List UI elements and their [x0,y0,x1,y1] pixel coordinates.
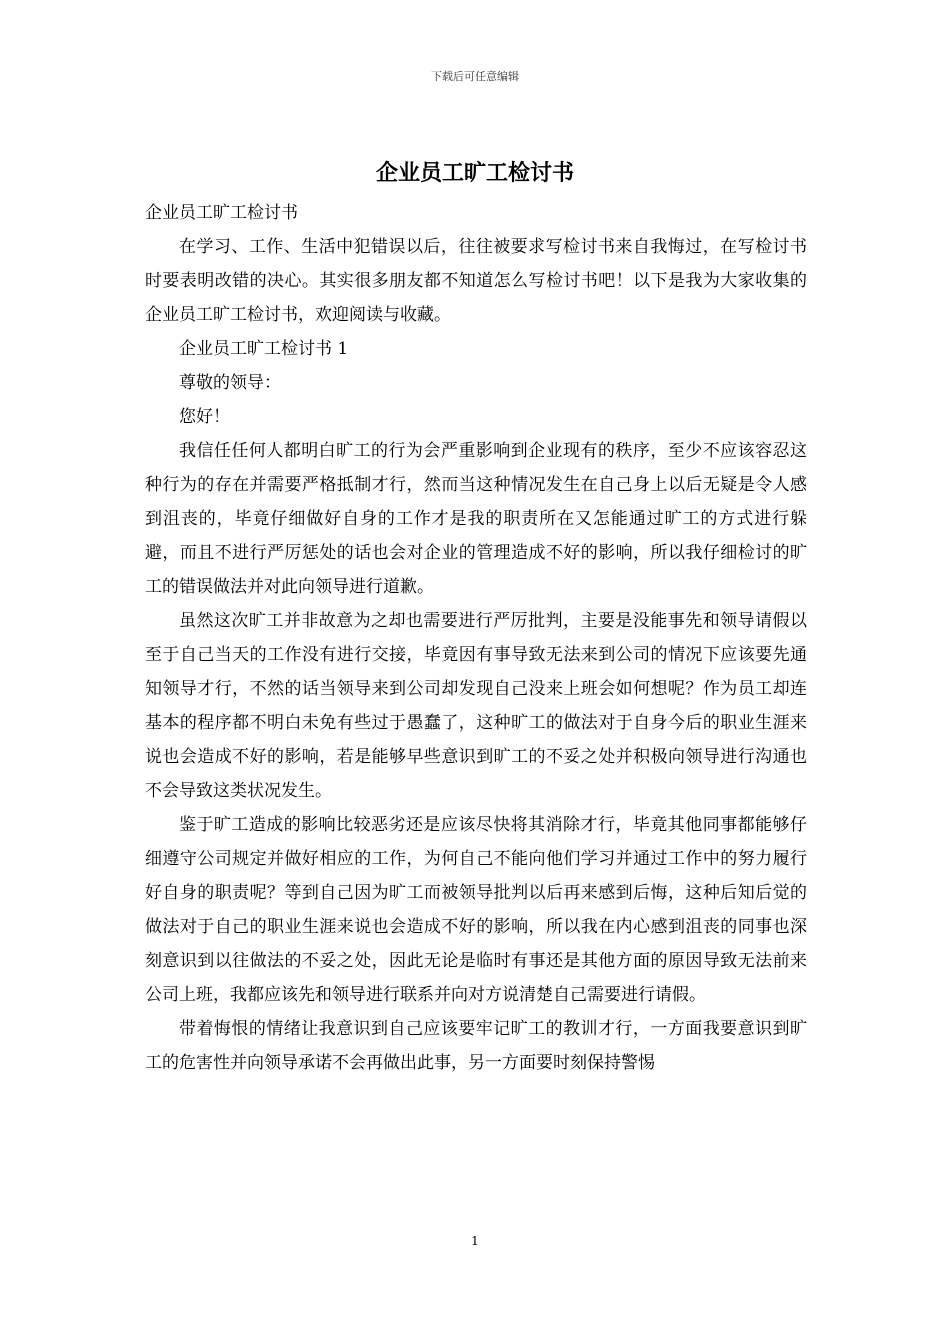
document-title: 企业员工旷工检讨书 [375,160,574,186]
page-number: 1 [471,1234,479,1248]
body-paragraph: 鉴于旷工造成的影响比较恶劣还是应该尽快将其消除才行，毕竟其他同事都能够仔细遵守公司规定并做好相应的工作，为何自己不能向他们学习并通过工作中的努力履行好自身的职责呢？等到自己因为旷工而被领导批判以后再来感到后悔，这种后知后觉的做法对于自己的职业生涯来说也会造成不好的影响，所以我在内心感到沮丧的同事也深刻意识到以往做法的不妥之处，因此无论是临时有事还是其他方面的原因导致无法前来公司上班，我都应该先和领导进行联系并向对方说清楚自己需要进行请假。 [145,815,807,1005]
body-paragraph: 虽然这次旷工并非故意为之却也需要进行严厉批判，主要是没能事先和领导请假以至于自己当天的工作没有进行交接，毕竟因有事导致无法来到公司的情况下应该要先通知领导才行，不然的话当领导来到公司却发现自己没来上班会如何想呢？作为员工却连基本的程序都不明白未免有些过于愚蠢了，这种旷工的做法对于自身今后的职业生涯来说也会造成不好的影响，若是能够早些意识到旷工的不妥之处并积极向领导进行沟通也不会导致这类状况发生。 [145,611,807,801]
section-heading: 企业员工旷工检讨书 1 [179,339,349,359]
subtitle-paragraph: 企业员工旷工检讨书 [145,203,298,223]
header-note: 下载后可任意编辑 [431,70,519,83]
document-body [145,196,807,1080]
salutation: 尊敬的领导： [179,373,281,393]
greeting: 您好！ [179,407,230,427]
intro-paragraph: 在学习、工作、生活中犯错误以后，往往被要求写检讨书来自我悔过，在写检讨书时要表明改错的决心。其实很多朋友都不知道怎么写检讨书吧！以下是我为大家收集的企业员工旷工检讨书，欢迎阅读与收藏。 [145,237,807,325]
body-paragraph: 带着悔恨的情绪让我意识到自己应该要牢记旷工的教训才行，一方面我要意识到旷工的危害性并向领导承诺不会再做出此事，另一方面要时刻保持警惕 [145,1019,807,1073]
body-paragraph: 我信任任何人都明白旷工的行为会严重影响到企业现有的秩序，至少不应该容忍这种行为的存在并需要严格抵制才行，然而当这种情况发生在自己身上以后无疑是令人感到沮丧的，毕竟仔细做好自身的工作才是我的职责所在又怎能通过旷工的方式进行躲避，而且不进行严厉惩处的话也会对企业的管理造成不好的影响，所以我仔细检讨的旷工的错误做法并对此向领导进行道歉。 [145,441,807,597]
